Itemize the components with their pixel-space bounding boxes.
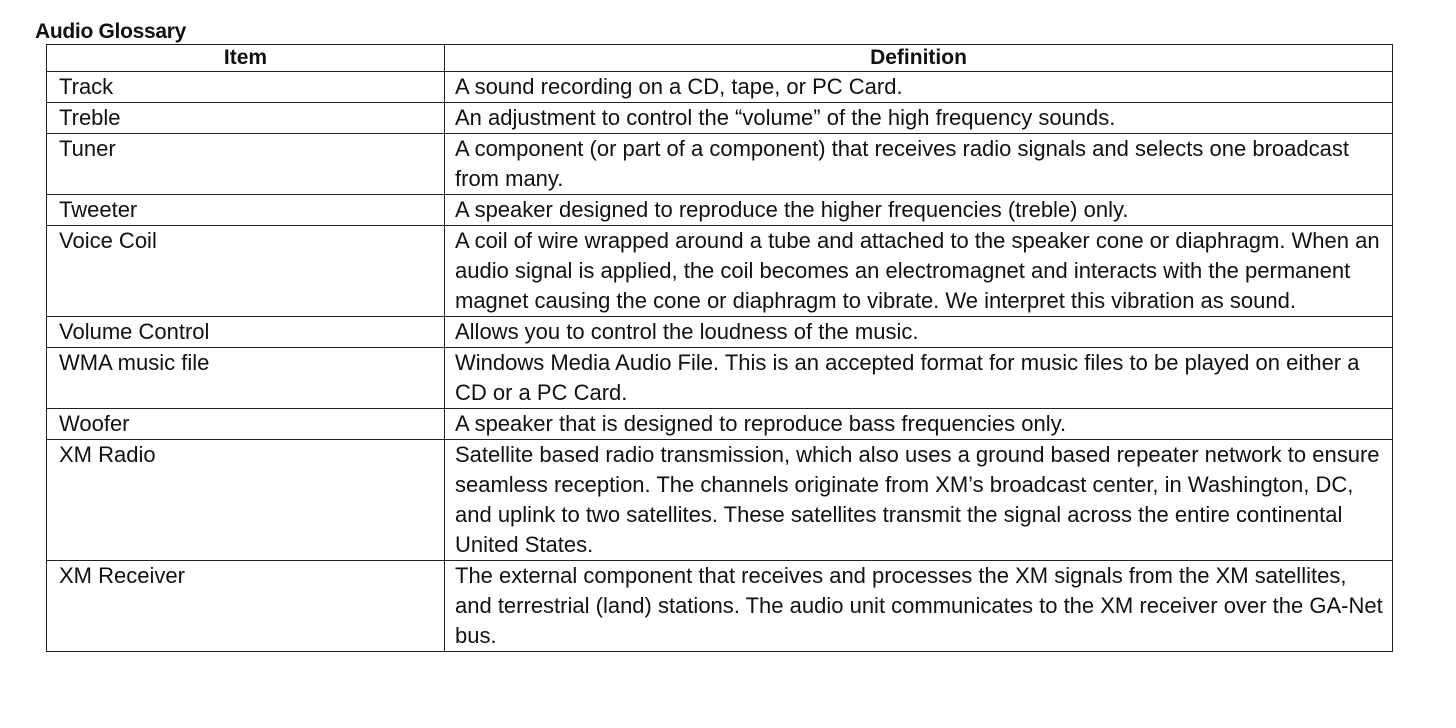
glossary-term: Tuner (47, 134, 445, 195)
glossary-term: WMA music file (47, 348, 445, 409)
glossary-definition: An adjustment to control the “volume” of the high frequency sounds. (445, 103, 1393, 134)
table-row (47, 72, 1393, 103)
table-row (47, 103, 1393, 134)
glossary-term: Treble (47, 103, 445, 134)
column-header-definition: Definition (445, 45, 1393, 72)
table-header-row (47, 45, 1393, 72)
glossary-term: XM Radio (47, 440, 445, 561)
page-title: Audio Glossary (35, 20, 187, 43)
glossary-definition: Windows Media Audio File. This is an accepted format for music files to be played on either a CD or a PC Card. (445, 348, 1393, 409)
glossary-term: Tweeter (47, 195, 445, 226)
table-row (47, 195, 1393, 226)
table-row (47, 409, 1393, 440)
table-row (47, 226, 1393, 317)
table-row (47, 348, 1393, 409)
glossary-term: Woofer (47, 409, 445, 440)
glossary-definition: A component (or part of a component) that receives radio signals and selects one broadcast from many. (445, 134, 1393, 195)
glossary-definition: Satellite based radio transmission, which also uses a ground based repeater network to ensure seamless reception. The channels originate from XM’s broadcast center, in Washington, DC, and uplink to two satellites. These satellites transmit the signal across the entire continental United States. (445, 440, 1393, 561)
glossary-definition: Allows you to control the loudness of the music. (445, 317, 1393, 348)
table-row (47, 134, 1393, 195)
glossary-definition: A speaker that is designed to reproduce bass frequencies only. (445, 409, 1393, 440)
glossary-definition: A sound recording on a CD, tape, or PC Card. (445, 72, 1393, 103)
column-header-item: Item (47, 45, 445, 72)
glossary-term: XM Receiver (47, 561, 445, 652)
table-row (47, 440, 1393, 561)
glossary-definition: The external component that receives and processes the XM signals from the XM satellites, and terrestrial (land) stations. The audio unit communicates to the XM receiver over the GA-Net bus. (445, 561, 1393, 652)
glossary-term: Volume Control (47, 317, 445, 348)
glossary-term: Track (47, 72, 445, 103)
glossary-definition: A speaker designed to reproduce the higher frequencies (treble) only. (445, 195, 1393, 226)
glossary-term: Voice Coil (47, 226, 445, 317)
glossary-table (46, 44, 1393, 652)
glossary-definition: A coil of wire wrapped around a tube and attached to the speaker cone or diaphragm. When an audio signal is applied, the coil becomes an electromagnet and interacts with the permanent magnet causing the cone or diaphragm to vibrate. We interpret this vibration as sound. (445, 226, 1393, 317)
table-row (47, 561, 1393, 652)
table-row (47, 317, 1393, 348)
